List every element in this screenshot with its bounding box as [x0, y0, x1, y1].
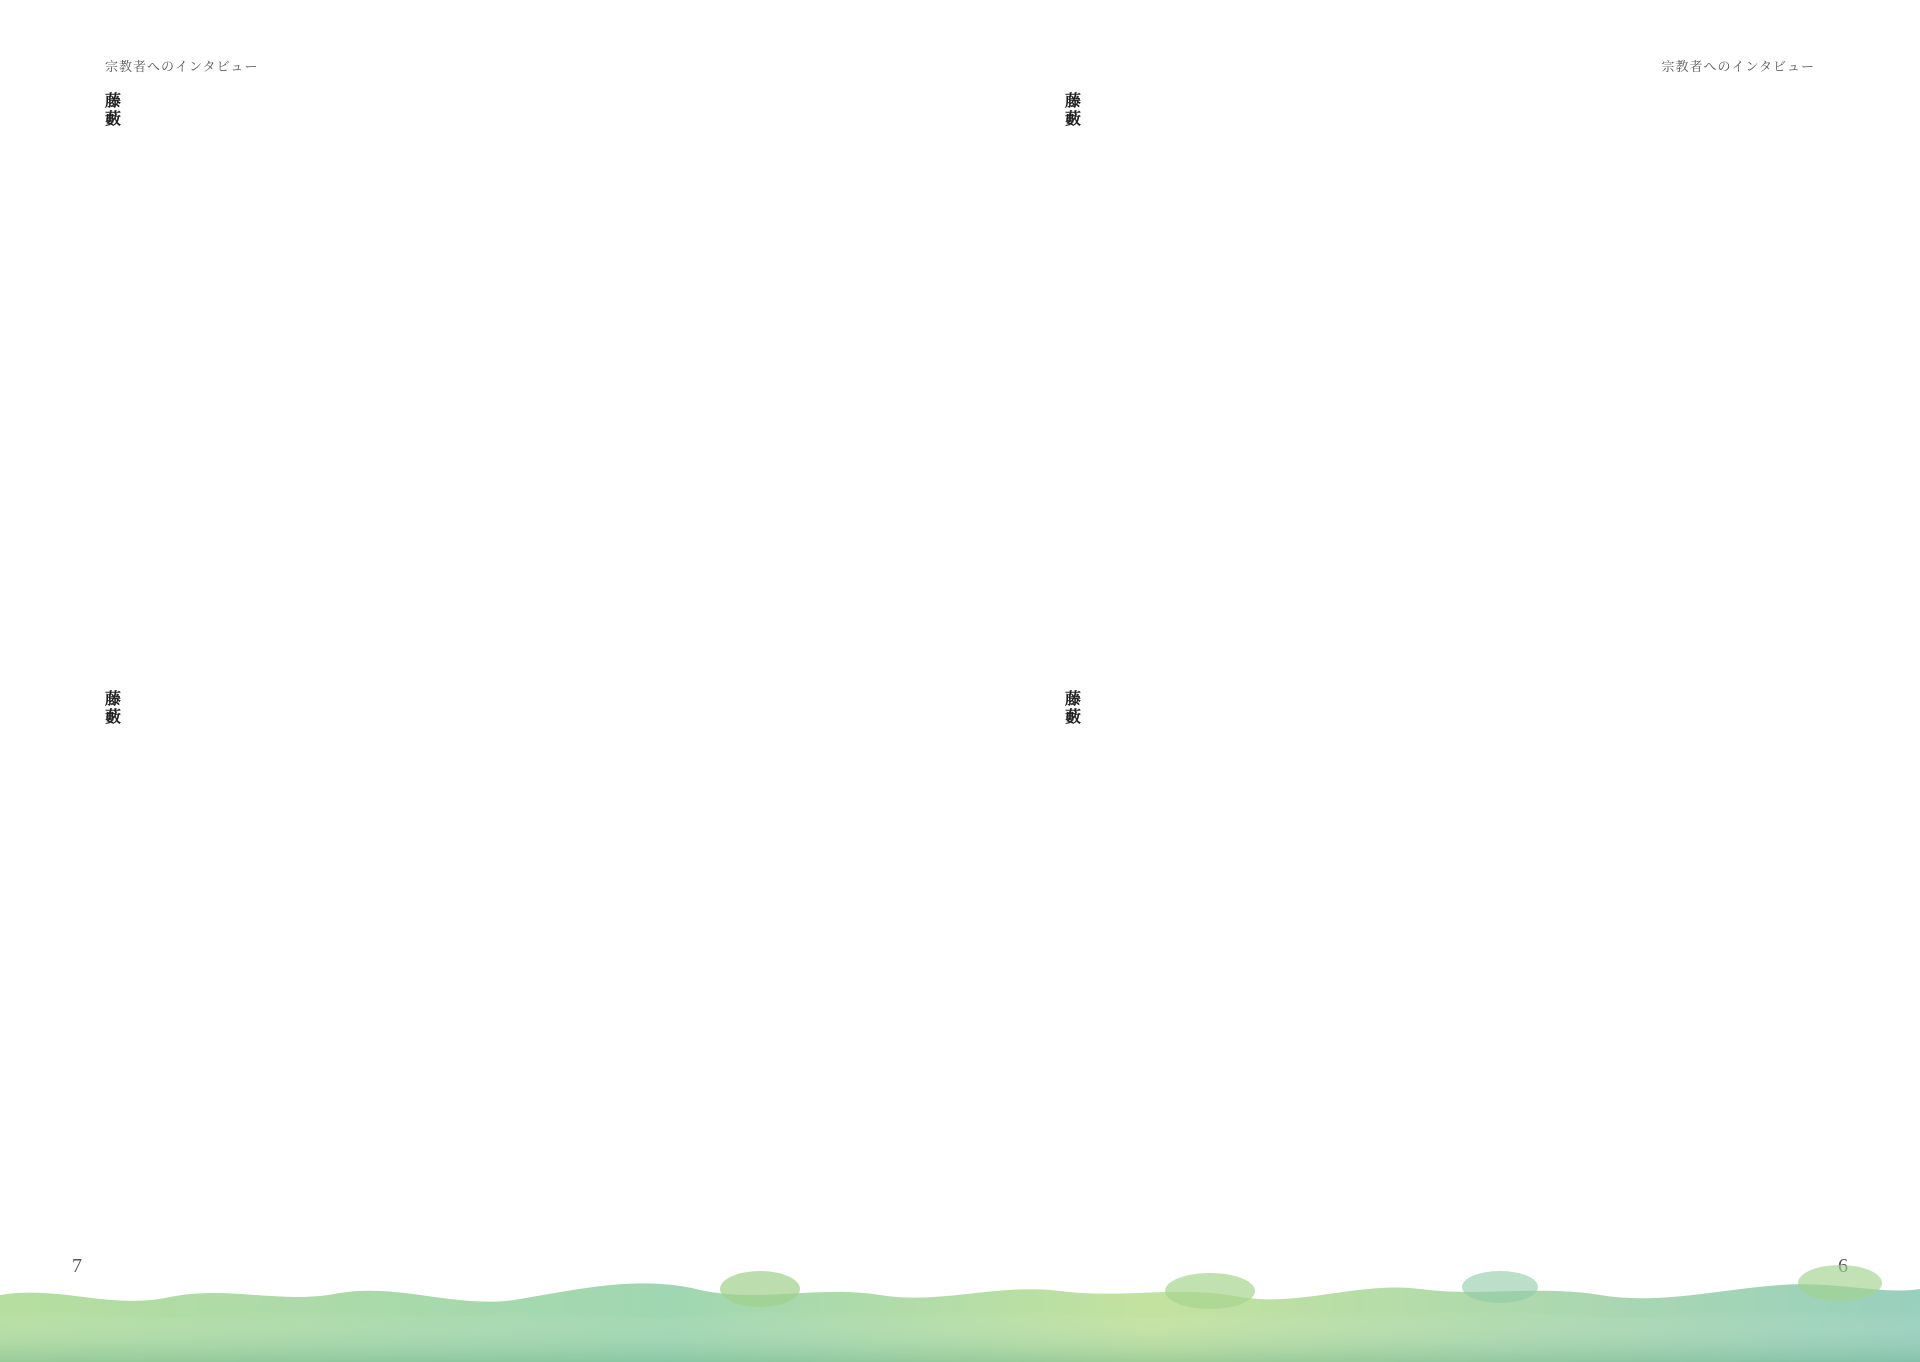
body-column-block — [1595, 92, 1795, 652]
speaker-label: 藤藪 — [1062, 92, 1082, 128]
body-column-block — [1055, 92, 1475, 652]
body-column-block — [1600, 690, 1795, 1240]
body-column-block — [95, 92, 575, 652]
speaker-label: 藤藪 — [102, 92, 122, 128]
right-page — [960, 0, 1920, 1362]
body-column-block — [1055, 690, 1490, 1240]
body-text — [1055, 92, 1088, 652]
body-text — [1055, 690, 1088, 1240]
body-text — [95, 690, 128, 1240]
speaker-label: 藤藪 — [1062, 690, 1082, 726]
speaker-label: 藤藪 — [102, 690, 122, 726]
running-header: 宗教者へのインタビュー — [105, 60, 259, 75]
watercolor-grass-illustration — [0, 1255, 1920, 1362]
body-text — [95, 92, 128, 652]
body-column-block — [330, 690, 870, 1240]
body-column-block — [680, 92, 880, 652]
page-number: 7 — [72, 1255, 82, 1277]
body-column-block — [95, 690, 225, 1240]
running-header: 宗教者へのインタビュー — [1661, 60, 1815, 75]
